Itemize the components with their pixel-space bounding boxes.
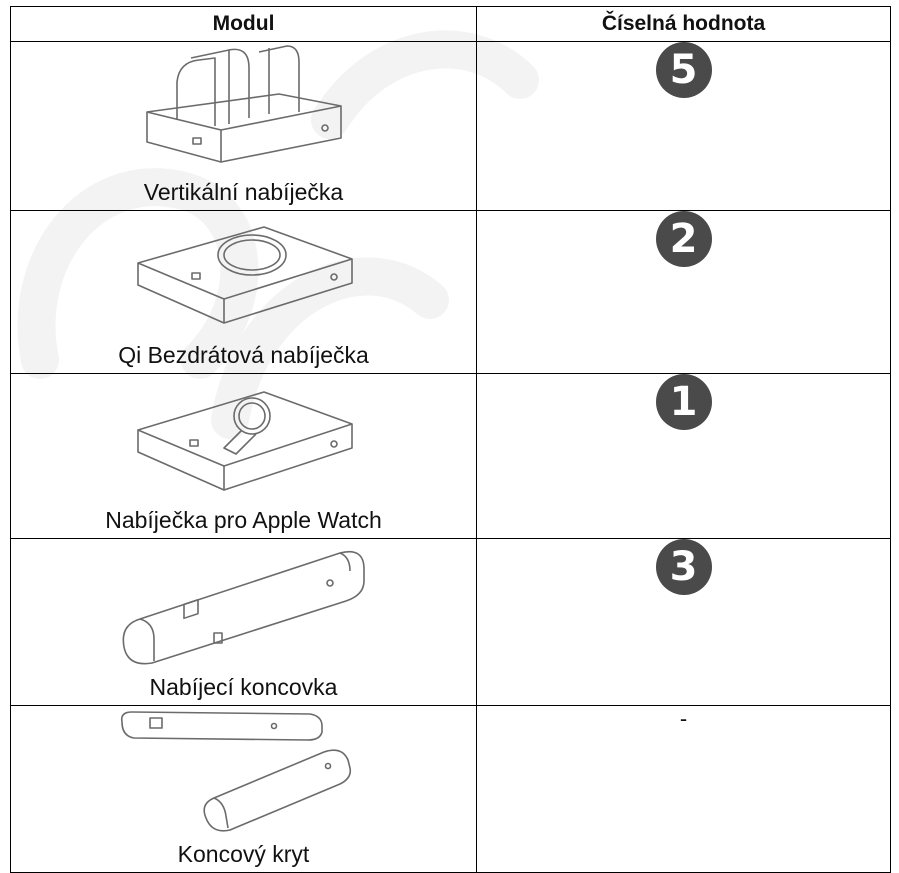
value-cell — [477, 706, 891, 873]
value-cell — [477, 374, 891, 539]
value-cell — [477, 211, 891, 374]
module-cell — [11, 539, 477, 706]
number-badge: 1 — [656, 374, 712, 430]
header-row — [11, 7, 891, 42]
number-badge: 2 — [656, 211, 712, 267]
table-row — [11, 42, 891, 211]
number-badge: 3 — [656, 539, 712, 595]
module-cell — [11, 42, 477, 211]
table-row — [11, 706, 891, 873]
module-cell — [11, 211, 477, 374]
table-row — [11, 539, 891, 706]
end-cap-icon — [114, 706, 374, 836]
charging-end-piece-icon — [114, 539, 374, 669]
module-cell — [11, 706, 477, 873]
value-cell — [477, 539, 891, 706]
qi-wireless-charger-icon — [124, 211, 364, 331]
module-name: Vertikální nabíječka — [143, 179, 344, 205]
module-name: Nabíjecí koncovka — [149, 674, 338, 700]
number-badge: 5 — [656, 42, 712, 98]
table-row — [11, 374, 891, 539]
header-value: Číselná hodnota — [477, 7, 891, 42]
module-name: Koncový kryt — [177, 841, 310, 867]
value-cell — [477, 42, 891, 211]
module-cell — [11, 374, 477, 539]
empty-value: - — [679, 706, 688, 731]
module-table — [10, 6, 891, 873]
vertical-charger-icon — [129, 42, 359, 172]
table-row — [11, 211, 891, 374]
header-module: Modul — [11, 7, 477, 42]
apple-watch-charger-icon — [124, 374, 364, 494]
module-name: Nabíječka pro Apple Watch — [105, 507, 382, 533]
module-name: Qi Bezdrátová nabíječka — [118, 342, 369, 368]
